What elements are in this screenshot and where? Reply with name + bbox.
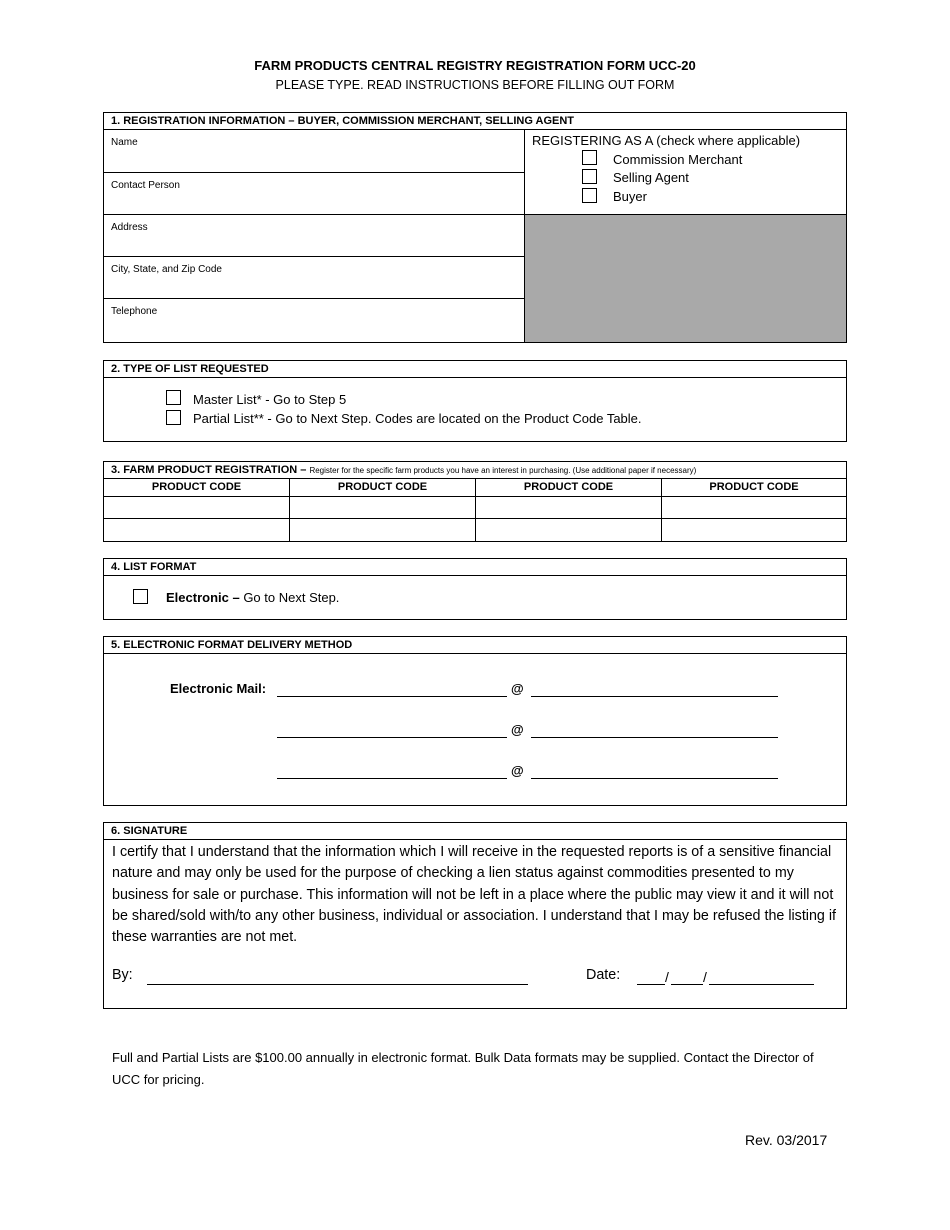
product-code-input[interactable] [662, 519, 846, 541]
selling-agent-checkbox[interactable] [582, 169, 597, 184]
date-separator: / [665, 969, 669, 985]
section-header: 1. REGISTRATION INFORMATION – BUYER, COMMISSION MERCHANT, SELLING AGENT [104, 113, 846, 130]
form-title: FARM PRODUCTS CENTRAL REGISTRY REGISTRATION FORM UCC-20 [254, 58, 696, 73]
date-separator: / [703, 969, 707, 985]
email-user-input[interactable] [277, 723, 507, 738]
buyer-checkbox[interactable] [582, 188, 597, 203]
registering-as-group [525, 130, 846, 215]
date-day-input[interactable] [671, 970, 703, 985]
field-label: City, State, and Zip Code [111, 264, 222, 275]
email-domain-input[interactable] [531, 682, 778, 697]
option-label: Selling Agent [613, 170, 689, 185]
electronic-checkbox[interactable] [133, 589, 148, 604]
column-header: PRODUCT CODE [290, 479, 476, 497]
email-user-input[interactable] [277, 682, 507, 697]
option-label: Commission Merchant [613, 152, 743, 167]
section-header: 5. ELECTRONIC FORMAT DELIVERY METHOD [104, 637, 846, 654]
telephone-field[interactable] [104, 299, 525, 342]
shaded-area [525, 215, 846, 342]
option-label: Partial List** - Go to Next Step. Codes are located on the Product Code Table. [193, 411, 642, 426]
option-label: Master List* - Go to Step 5 [193, 392, 347, 407]
section-signature [103, 822, 847, 1009]
product-code-input[interactable] [104, 497, 290, 519]
at-sign: @ [511, 722, 524, 737]
contact-person-field[interactable] [104, 173, 525, 215]
section-registration-info [103, 112, 847, 343]
product-code-input[interactable] [104, 519, 290, 541]
certification-statement: I certify that I understand that the information which I will receive in the requested reports is of a sensitive financial nature and may only be used for the purpose of checking a lien status against commodities presented to my business for sale or purchase. This information will not be left in a place where the public may view it and it will not be shared/sold with/to any other business, individual or association. I understand that I may be refused the listing if these warranties are not met. [112, 844, 836, 946]
product-code-input[interactable] [476, 497, 662, 519]
partial-list-checkbox[interactable] [166, 410, 181, 425]
master-list-checkbox[interactable] [166, 390, 181, 405]
section-product-registration [103, 461, 847, 542]
at-sign: @ [511, 681, 524, 696]
option-label: Buyer [613, 189, 647, 204]
section-list-format [103, 558, 847, 620]
column-header: PRODUCT CODE [662, 479, 846, 497]
section-note: Register for the specific farm products you have an interest in purchasing. (Use additional paper if necessary) [309, 466, 697, 475]
section-title: 3. FARM PRODUCT REGISTRATION – [111, 464, 307, 476]
column-header: PRODUCT CODE [476, 479, 662, 497]
name-field[interactable] [104, 130, 525, 173]
city-state-zip-field[interactable] [104, 257, 525, 299]
email-domain-input[interactable] [531, 723, 778, 738]
form-subtitle: PLEASE TYPE. READ INSTRUCTIONS BEFORE FILLING OUT FORM [275, 78, 675, 92]
section-list-type [103, 360, 847, 442]
email-domain-input[interactable] [531, 764, 778, 779]
address-field[interactable] [104, 215, 525, 257]
registering-label: REGISTERING AS A (check where applicable) [532, 133, 801, 148]
column-header: PRODUCT CODE [104, 479, 290, 497]
email-user-input[interactable] [277, 764, 507, 779]
email-label: Electronic Mail: [170, 681, 267, 696]
section-header [104, 462, 846, 479]
field-label: Contact Person [111, 180, 180, 191]
section-header: 4. LIST FORMAT [104, 559, 846, 576]
product-code-input[interactable] [476, 519, 662, 541]
product-code-input[interactable] [662, 497, 846, 519]
date-label: Date: [586, 967, 621, 983]
section-delivery-method [103, 636, 847, 806]
option-rest: Go to Next Step. [239, 590, 340, 605]
signature-input[interactable] [147, 970, 528, 985]
option-bold: Electronic – [166, 590, 240, 605]
commission-merchant-checkbox[interactable] [582, 150, 597, 165]
by-label: By: [112, 967, 133, 983]
section-header: 2. TYPE OF LIST REQUESTED [104, 361, 846, 378]
at-sign: @ [511, 763, 524, 778]
electronic-option-label [166, 590, 339, 605]
product-code-input[interactable] [290, 519, 476, 541]
pricing-note: Full and Partial Lists are $100.00 annually in electronic format. Bulk Data formats may be supplied. Contact the Director of UCC for pricing. [112, 1050, 814, 1087]
date-month-input[interactable] [637, 970, 665, 985]
field-label: Telephone [111, 306, 158, 317]
section-header: 6. SIGNATURE [104, 823, 846, 840]
product-code-input[interactable] [290, 497, 476, 519]
date-year-input[interactable] [709, 970, 814, 985]
field-label: Name [111, 137, 138, 148]
field-label: Address [111, 222, 148, 233]
revision-label: Rev. 03/2017 [745, 1132, 828, 1148]
